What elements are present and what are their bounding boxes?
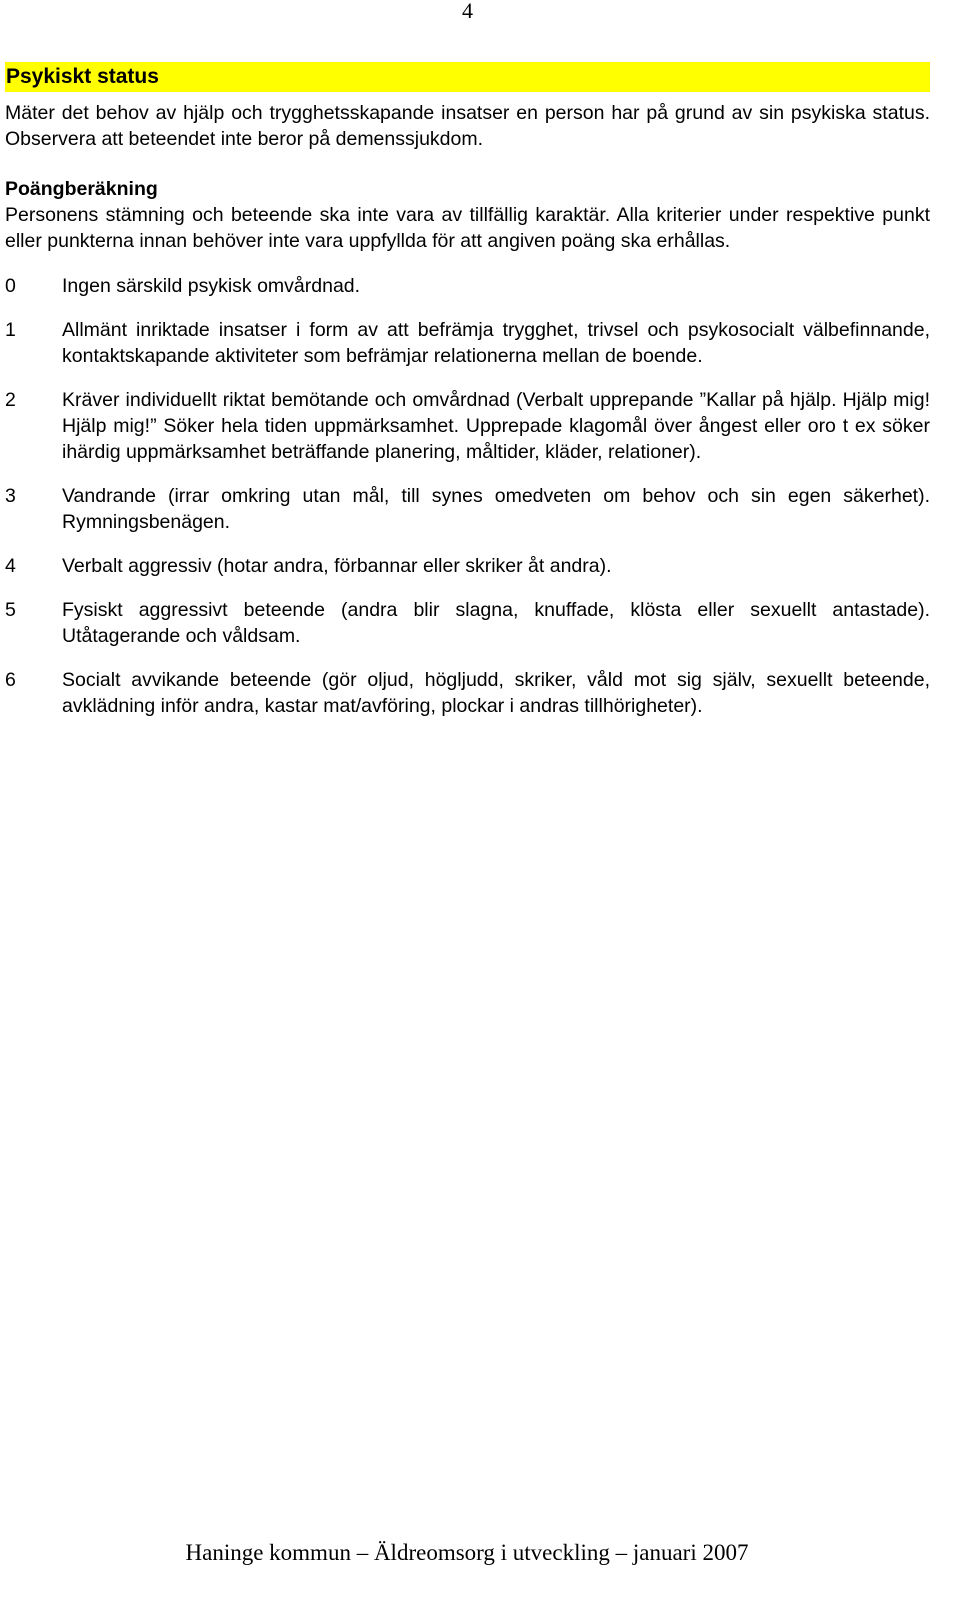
score-description: Ingen särskild psykisk omvårdnad. [62, 275, 361, 297]
score-item-1 [5, 317, 930, 369]
score-item-0 [5, 273, 930, 299]
score-number: 1 [5, 319, 16, 341]
section-heading: Psykiskt status [5, 62, 930, 92]
score-list [5, 273, 930, 719]
score-number: 5 [5, 599, 16, 621]
scoring-heading: Poängberäkning [5, 178, 158, 200]
score-item-3 [5, 483, 930, 535]
score-item-6 [5, 667, 930, 719]
score-item-2 [5, 387, 930, 465]
score-number: 6 [5, 669, 16, 691]
document-body [5, 62, 930, 737]
page-footer: Haninge kommun – Äldreomsorg i utveckling – januari 2007 [185, 1540, 749, 1565]
score-description: Allmänt inriktade insatser i form av att befrämja trygghet, trivsel och psykosocialt välbefinnande, kontaktskapande aktiviteter som befrämjar relationerna mellan de boende. [62, 319, 930, 367]
score-description: Fysiskt aggressivt beteende (andra blir slagna, knuffade, klösta eller sexuellt antastade). Utåtagerande och våldsam. [62, 599, 930, 647]
score-number: 2 [5, 389, 16, 411]
score-item-5 [5, 597, 930, 649]
score-number: 3 [5, 485, 16, 507]
score-description: Verbalt aggressiv (hotar andra, förbannar eller skriker åt andra). [62, 555, 612, 577]
score-description: Kräver individuellt riktat bemötande och omvårdnad (Verbalt upprepande ”Kallar på hjälp. Hjälp mig! Hjälp mig!” Söker hela tiden uppmärksamhet. Upprepade klagomål över ångest eller oro t ex söker ihärdig uppmärksamhet beträffande planering, måltider, kläder, relationer). [62, 389, 930, 463]
score-item-4 [5, 553, 930, 579]
score-description: Socialt avvikande beteende (gör oljud, högljudd, skriker, våld mot sig själv, sexuellt beteende, avklädning inför andra, kastar mat/avföring, plockar i andras tillhörigheter). [62, 669, 930, 717]
page-number: 4 [462, 0, 473, 23]
score-description: Vandrande (irrar omkring utan mål, till synes omedveten om behov och sin egen säkerhet). Rymningsbenägen. [62, 485, 930, 533]
score-number: 0 [5, 275, 16, 297]
score-number: 4 [5, 555, 16, 577]
section-intro: Mäter det behov av hjälp och trygghetsskapande insatser en person har på grund av sin psykiska status. Observera att beteendet inte beror på demenssjukdom. [5, 102, 930, 150]
scoring-text: Personens stämning och beteende ska inte vara av tillfällig karaktär. Alla kriterier under respektive punkt eller punkterna innan behöver inte vara uppfyllda för att angiven poäng ska erhållas. [5, 204, 930, 252]
